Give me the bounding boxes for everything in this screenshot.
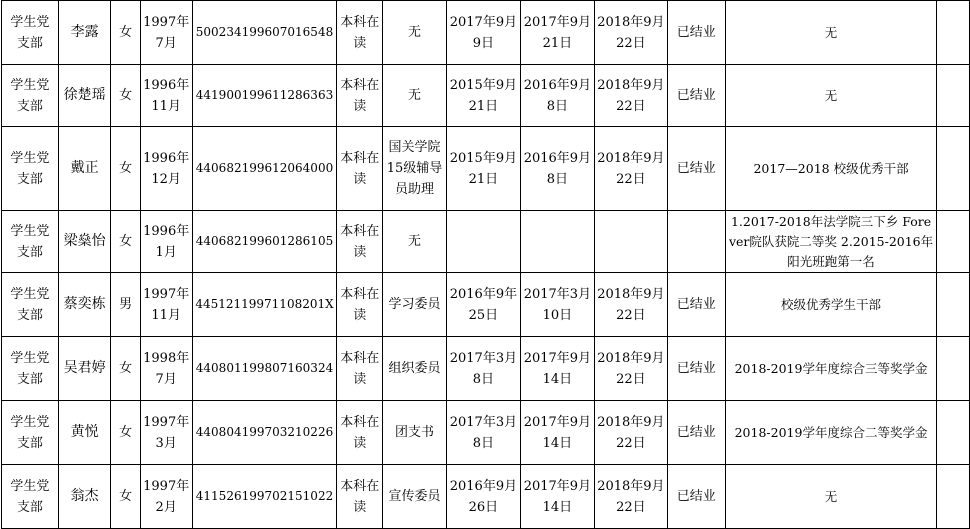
- position-cell: 团支书: [383, 401, 447, 465]
- training-result-cell: 已结业: [667, 337, 725, 401]
- member-name-cell: 戴正: [58, 127, 111, 211]
- education-status-cell: 本科在读: [337, 273, 383, 337]
- party-branch-cell: 学生党支部: [2, 337, 59, 401]
- birth-date-cell: 1996年12月: [140, 127, 192, 211]
- member-table: [1, 0, 970, 529]
- member-name-cell: 吴君婷: [58, 337, 111, 401]
- table-row: [2, 401, 970, 465]
- member-name-cell: 蔡奕栋: [58, 273, 111, 337]
- training-result-cell: 已结业: [667, 273, 725, 337]
- party-branch-cell: 学生党支部: [2, 127, 59, 211]
- id-number-cell: 440801199807160324: [192, 337, 337, 401]
- awards-cell: 无: [725, 1, 937, 65]
- education-status-cell: 本科在读: [337, 337, 383, 401]
- blank-cell: [937, 127, 970, 211]
- training-result-cell: 已结业: [667, 65, 725, 127]
- training-date-cell: 2018年9月22日: [594, 1, 667, 65]
- party-branch-cell: 学生党支部: [2, 273, 59, 337]
- training-result-cell: 已结业: [667, 465, 725, 529]
- gender-cell: 女: [111, 401, 140, 465]
- birth-date-cell: 1996年11月: [140, 65, 192, 127]
- awards-cell: 2018-2019学年度综合二等奖学金: [725, 401, 937, 465]
- party-branch-cell: 学生党支部: [2, 65, 59, 127]
- birth-date-cell: 1997年3月: [140, 401, 192, 465]
- id-number-cell: 440804199703210226: [192, 401, 337, 465]
- table-row: [2, 65, 970, 127]
- activist-date-cell: 2016年9月8日: [520, 65, 594, 127]
- gender-cell: 女: [111, 211, 140, 273]
- awards-cell: 2017—2018 校级优秀干部: [725, 127, 937, 211]
- birth-date-cell: 1997年7月: [140, 1, 192, 65]
- party-branch-cell: 学生党支部: [2, 1, 59, 65]
- application-date-cell: 2016年9月26日: [446, 465, 520, 529]
- birth-date-cell: 1997年11月: [140, 273, 192, 337]
- gender-cell: 女: [111, 127, 140, 211]
- education-status-cell: 本科在读: [337, 401, 383, 465]
- activist-date-cell: 2017年9月14日: [520, 465, 594, 529]
- id-number-cell: 44512119971108201X: [192, 273, 337, 337]
- education-status-cell: 本科在读: [337, 1, 383, 65]
- education-status-cell: 本科在读: [337, 127, 383, 211]
- member-name-cell: 徐楚瑶: [58, 65, 111, 127]
- blank-cell: [937, 65, 970, 127]
- table-row: [2, 465, 970, 529]
- birth-date-cell: 1996年1月: [140, 211, 192, 273]
- application-date-cell: 2015年9月21日: [446, 127, 520, 211]
- id-number-cell: 440682199612064000: [192, 127, 337, 211]
- awards-cell: 校级优秀学生干部: [725, 273, 937, 337]
- training-date-cell: 2018年9月22日: [594, 337, 667, 401]
- birth-date-cell: 1997年2月: [140, 465, 192, 529]
- awards-cell: 1.2017-2018年法学院三下乡 Forever院队获院二等奖 2.2015-2016年阳光班跑第一名: [725, 211, 937, 273]
- education-status-cell: 本科在读: [337, 465, 383, 529]
- training-result-cell: 已结业: [667, 127, 725, 211]
- position-cell: 宣传委员: [383, 465, 447, 529]
- training-date-cell: [594, 211, 667, 273]
- awards-cell: 2018-2019学年度综合三等奖学金: [725, 337, 937, 401]
- education-status-cell: 本科在读: [337, 65, 383, 127]
- training-date-cell: 2018年9月22日: [594, 273, 667, 337]
- activist-date-cell: [520, 211, 594, 273]
- table-row: [2, 127, 970, 211]
- position-cell: 国关学院15级辅导员助理: [383, 127, 447, 211]
- position-cell: 无: [383, 211, 447, 273]
- training-result-cell: [667, 211, 725, 273]
- member-name-cell: 黄悦: [58, 401, 111, 465]
- application-date-cell: [446, 211, 520, 273]
- position-cell: 无: [383, 1, 447, 65]
- id-number-cell: 441900199611286363: [192, 65, 337, 127]
- member-name-cell: 梁燊怡: [58, 211, 111, 273]
- position-cell: 组织委员: [383, 337, 447, 401]
- gender-cell: 女: [111, 65, 140, 127]
- gender-cell: 女: [111, 465, 140, 529]
- training-date-cell: 2018年9月22日: [594, 65, 667, 127]
- party-branch-cell: 学生党支部: [2, 211, 59, 273]
- member-table-body: [2, 1, 970, 529]
- awards-cell: 无: [725, 65, 937, 127]
- activist-date-cell: 2017年3月10日: [520, 273, 594, 337]
- position-cell: 无: [383, 65, 447, 127]
- activist-date-cell: 2017年9月14日: [520, 337, 594, 401]
- application-date-cell: 2017年3月8日: [446, 401, 520, 465]
- training-result-cell: 已结业: [667, 401, 725, 465]
- training-result-cell: 已结业: [667, 1, 725, 65]
- position-cell: 学习委员: [383, 273, 447, 337]
- birth-date-cell: 1998年7月: [140, 337, 192, 401]
- application-date-cell: 2017年3月8日: [446, 337, 520, 401]
- training-date-cell: 2018年9月22日: [594, 465, 667, 529]
- blank-cell: [937, 401, 970, 465]
- table-row: [2, 211, 970, 273]
- id-number-cell: 500234199607016548: [192, 1, 337, 65]
- party-branch-cell: 学生党支部: [2, 401, 59, 465]
- activist-date-cell: 2016年9月8日: [520, 127, 594, 211]
- blank-cell: [937, 211, 970, 273]
- activist-date-cell: 2017年9月21日: [520, 1, 594, 65]
- blank-cell: [937, 1, 970, 65]
- blank-cell: [937, 465, 970, 529]
- application-date-cell: 2015年9月21日: [446, 65, 520, 127]
- party-branch-cell: 学生党支部: [2, 465, 59, 529]
- blank-cell: [937, 273, 970, 337]
- id-number-cell: 440682199601286105: [192, 211, 337, 273]
- id-number-cell: 411526199702151022: [192, 465, 337, 529]
- member-name-cell: 翁杰: [58, 465, 111, 529]
- table-row: [2, 337, 970, 401]
- gender-cell: 男: [111, 273, 140, 337]
- application-date-cell: 2017年9月9日: [446, 1, 520, 65]
- training-date-cell: 2018年9月22日: [594, 127, 667, 211]
- awards-cell: 无: [725, 465, 937, 529]
- gender-cell: 女: [111, 337, 140, 401]
- gender-cell: 女: [111, 1, 140, 65]
- table-row: [2, 273, 970, 337]
- application-date-cell: 2016年9年25日: [446, 273, 520, 337]
- member-name-cell: 李露: [58, 1, 111, 65]
- table-row: [2, 1, 970, 65]
- activist-date-cell: 2017年9月14日: [520, 401, 594, 465]
- education-status-cell: 本科在读: [337, 211, 383, 273]
- training-date-cell: 2018年9月22日: [594, 401, 667, 465]
- blank-cell: [937, 337, 970, 401]
